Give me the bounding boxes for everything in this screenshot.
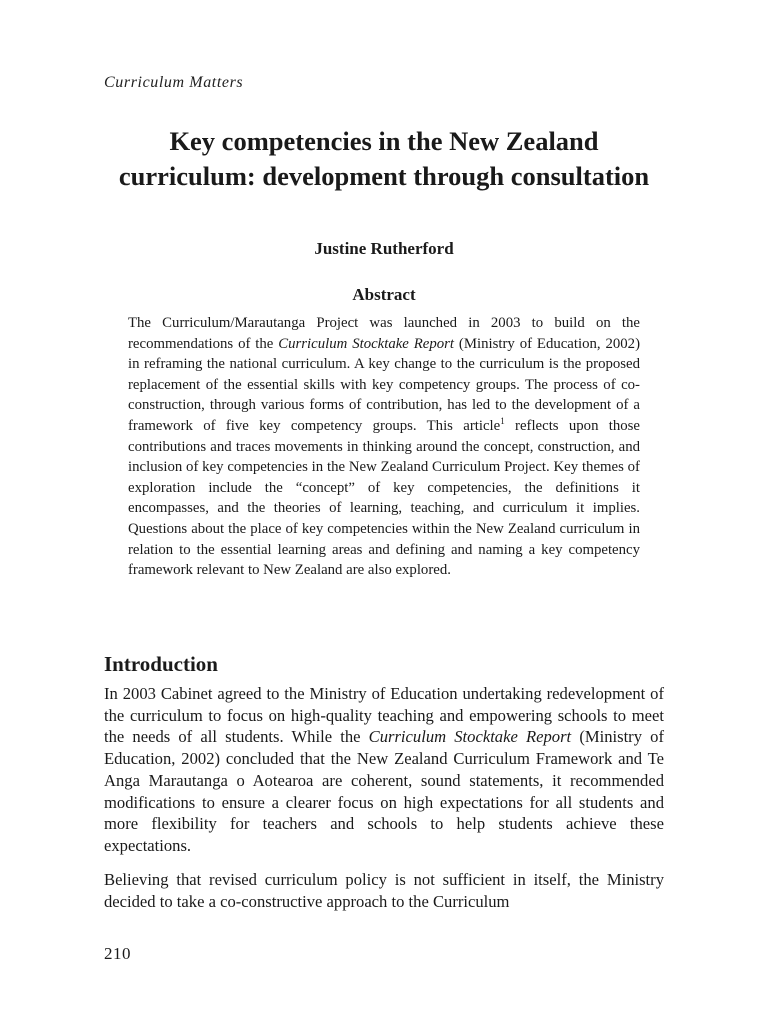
para1-italic-report: Curriculum Stocktake Report: [368, 727, 572, 747]
footnote-marker: 1: [500, 416, 505, 427]
introduction-heading: Introduction: [104, 652, 218, 676]
abstract-text-2: (Ministry of Education, 2002) in reframing the national curriculum. A key change to the curriculum is the proposed replacement of the essential skills with key competency groups. The process of co-construction, through various forms of contribution, has led to the development of a framework of five key competency groups. This article: [128, 335, 640, 434]
introduction-paragraph-2: Believing that revised curriculum policy is not sufficient in itself, the Ministry decided to take a co-constructive approach to the Curriculum: [104, 870, 664, 911]
para1-text-1: In 2003 Cabinet agreed to the Ministry of Education undertaking redevelopment of the curriculum to focus on high-quality teaching and empowering schools to meet the needs of all students. While the: [104, 684, 664, 747]
page-number: 210: [104, 944, 131, 963]
article-title: Key competencies in the New Zealand curriculum: development through consultation: [118, 126, 650, 191]
abstract-italic-report: Curriculum Stocktake Report: [278, 335, 455, 352]
abstract-text-1: The Curriculum/Marautanga Project was launched in 2003 to build on the recommendations of the: [128, 315, 640, 352]
running-head: Curriculum Matters: [104, 74, 244, 91]
abstract-text-3: reflects upon those contributions and traces movements in thinking around the concept, construction, and inclusion of key competencies in the New Zealand Curriculum Project. Key themes of exploration include the “concept” of key competencies, the definitions it encompasses, and the theories of learning, teaching, and curriculum it implies. Questions about the place of key competencies within the New Zealand curriculum in relation to the essential learning areas and defining and naming a key competency framework relevant to New Zealand are also explored.: [128, 417, 641, 579]
para1-text-2: (Ministry of Education, 2002) concluded that the New Zealand Curriculum Framework and Te Anga Marautanga o Aotearoa are coherent, sound statements, it recommended modifications to ensure a clearer focus on high expectations for all students and more flexibility for teachers and schools to help students achieve these expectations.: [104, 727, 664, 855]
abstract-body: [128, 313, 640, 581]
author-name: Justine Rutherford: [314, 239, 454, 258]
introduction-paragraph-1: [104, 683, 664, 857]
abstract-heading: Abstract: [352, 285, 416, 304]
